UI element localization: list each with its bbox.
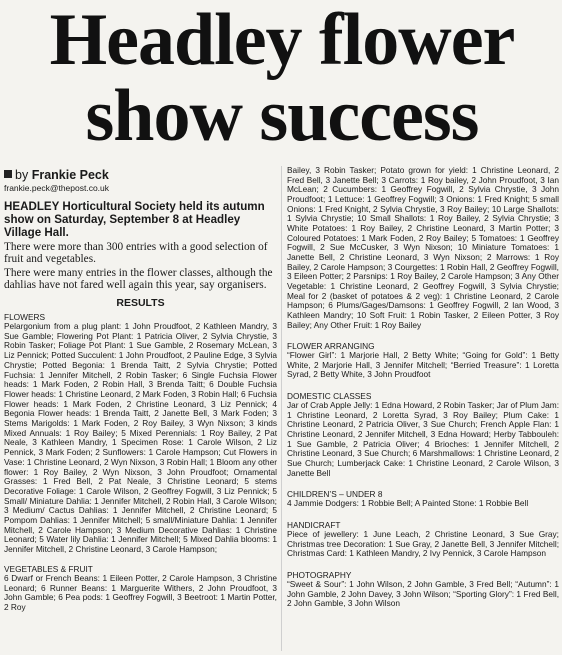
domestic-results: Jar of Crab Apple Jelly: 1 Edna Howard, 2 Robin Tasker; Jar of Plum Jam: 1 Christine Leonard, 2 Loretta Syrad, 3 Roy Bailey; Plum Cake: 1 Christine Leonard, 2 Patricia Oliver, 3 Sue Church; French Apple Flan: 1 Christine Leonard, 2 Jennifer Mitchell, 3 Edna Howard; Herby Tabbouleh: 1 Sue Gamble, 2 Patricia Oliver; 4 Brioches: 1 Jennifer Mitchell, 2 Christine Leonard, 3 Sue Church; 6 Marshmallows: 1 Christine Leonard, 2 Sue Church; Lumberjack Cake: 1 Christine Leonard, 2 Carole Wilson, 3 Janette Bell [287, 400, 559, 478]
byline [4, 168, 277, 182]
left-column [4, 166, 277, 613]
results-heading: RESULTS [116, 297, 165, 309]
column-divider [281, 166, 282, 651]
author-email: frankie.peck@thepost.co.uk [4, 183, 110, 193]
children-results: 4 Jammie Dodgers: 1 Robbie Bell; A Painted Stone: 1 Robbie Bell [287, 498, 529, 509]
body-paragraph-2: There were many entries in the flower classes, although the dahlias have not fared well again this year, say organisers. [4, 267, 273, 291]
handicraft-results: Piece of jewellery: 1 June Leach, 2 Christine Leonard, 3 Sue Gray; Christmas tree Decoration: 1 Sue Gray, 2 Janette Bell, 3 Jennifer Mitchell; Christmas Card: 1 Kathleen Mandry, 2 Ivy Pennick, 3 Carole Hampson [287, 529, 559, 559]
body-paragraph-1: There were more than 300 entries with a good selection of fruit and vegetables. [4, 241, 268, 265]
intro-paragraph: HEADLEY Horticultural Society held its autumn show on Saturday, September 8 at Headley Village Hall. [4, 200, 265, 239]
right-column [287, 166, 559, 609]
square-bullet-icon [4, 170, 12, 178]
handicraft-heading: HANDICRAFT [287, 520, 341, 531]
veg-heading: VEGETABLES & FRUIT [4, 563, 93, 574]
flowers-heading: FLOWERS [4, 312, 46, 322]
domestic-heading: DOMESTIC CLASSES [287, 391, 372, 402]
children-heading: CHILDREN’S – UNDER 8 [287, 489, 383, 500]
photography-heading: PHOTOGRAPHY [287, 570, 352, 580]
byline-prefix: by [15, 168, 29, 182]
byline-name: Frankie Peck [31, 168, 109, 182]
flower-arranging-heading: FLOWER ARRANGING [287, 341, 375, 352]
veg-results-part2: Bailey, 3 Robin Tasker; Potato grown for yield: 1 Christine Leonard, 2 Fred Bell, 3 Janette Bell; 3 Carrots: 1 Roy bailey, 2 John Proudfoot, 3 Ian McLean; 2 Cucumbers: 1 Geoffrey Fogwill, 2 Sylvia Chrystie, 3 John Proudfoot; 1 Lettuce: 1 Geoffrey Fogwill; 3 Onions: 1 Fred Knight; 5 small Onions: 1 Fred Knight, 2 Sylvia Chrystie, 3 Roy Bailey; 10 Large Shallots: 1 Sylvia Chrystie; 10 Small Shallots: 1 Roy Bailey, 2 Sylvia Chrystie; 3 White Potatoes: 1 Roy Bailey, 2 Christine Leonard, 3 Martin Potter; 3 Coloured Potatoes: 1 Mark Foden, 2 Roy Bailey; 5 Tomatoes: 1 Geoffrey Fogwill, 2 Sue McCusker, 3 Wyn Nixson; 10 Miniature Tomatoes: 1 Janette Bell, 2 Christine Leonard, 3 Wyn Nixson; 2 Marrows: 1 Roy Bailey, 2 Carole Hampson; 3 Courgettes: 1 Robin Hall, 2 Geoffrey Fogwill, 3 Eileen Potter; 2 Parsnips: 1 Roy Bailey, 2 Carole Hampson; 3 Any Other Vegetable: 1 Christine Leonard, 2 Geoffrey Fogwill, 3 Sylvia Chrystie; Meal for 2 (basket of potatoes & 2 veg): 1 Christine Leonard, 2 Carole Hampson; 6 Plums/Gages/Damsons: 1 Geoffrey Fogwill, 2 Ian Wood, 3 Kathleen Mandry; 10 Soft Fruit: 1 Robin Tasker, 2 Eileen Potter, 3 Roy Bailey; Any Other Fruit: 1 Roy Bailey [287, 165, 559, 330]
headline: Headley flower show success [49, 0, 515, 157]
flower-arranging-results: “Flower Girl”: 1 Marjorie Hall, 2 Betty White; “Going for Gold”: 1 Betty White, 2 Marjorie Hall, 3 Jennifer Mitchell; “Berried Treasure”: 1 Loretta Syrad, 2 Betty White, 3 John Proudfoot [287, 350, 559, 380]
photography-results: “Sweet & Sour”: 1 John Wilson, 2 John Gamble, 3 Fred Bell; “Autumn”: 1 John Gamble, 2 John Davey, 3 John Wilson; “Sporting Glory”: 1 Fred Bell, 2 John Gamble, 3 John Wilson [287, 579, 559, 609]
flowers-results: Pelargonium from a plug plant: 1 John Proudfoot, 2 Kathleen Mandry, 3 Sue Gamble; Flowering Pot Plant: 1 Patricia Oliver, 2 Sylvia Chrystie, 3 Robin Tasker; Foliage Pot Plant: 1 Sue Gamble, 2 Rosemary McLean, 3 Liz Pennick; Potted Succulent: 1 John Proudfoot, 2 Pauline Edge, 3 Sylvia Chrystie; Potted Begonia: 1 Brenda Taitt, 2 Sylvia Chrystie; Potted Fuchsia: 1 Jennifer Mitchell, 2 Robin Tasker; 6 Single Fuchsia Flower heads: 1 Mark Foden, 2 Robin Hall, 3 Brenda Taitt; 6 Double Fuchsia Flower heads: 1 Christine Leonard, 2 Mark Foden, 3 Robin Hall; 6 Fuchsia Flower heads: 1 Mark Foden, 2 Christine Leonard, 3 Liz Pennick; 4 Begonia Flower heads: 1 Brenda Taitt, 2 Janette Bell, 3 Mark Foden; 3 Stems Marigolds: 1 Mark Foden, 2 Roy Bailey, 3 Wyn Nixson; 3 kinds Mixed Annuals: 1 Roy Bailey; 5 Mixed Perennials: 1 Roy Bailey, 2 Pat Neale, 3 Kathleen Mandry, 1 Specimen Rose: 1 Carole Wilson, 2 Liz Pennick, 3 Mark Foden; 2 Sunflowers: 1 Carole Hampson; Cut Flowers in Vase: 1 Christine Leonard, 2 Wyn Nixson, 3 Robin Hall; 1 Bloom any other flower: 1 Roy Bailey, 2 Wyn Nixson, 3 John Proudfoot; Ornamental Grasses: 1 Fred Bell, 2 Pat Neale, 3 Christine Leonard; 5 stems Decorative Foliage: 1 Carole Wilson, 2 Geoffrey Fogwill, 3 Liz Pennick; 5 Small/ Miniature Dahlia: 1 Jennifer Mitchell, 2 Robin Hall, 3 Carole Wilson; 3 Medium/ Cactus Dahlias: 1 Jennifer Mitchell, 2 Christine Leonard; 5 Pompom Dahlias: 1 Jennifer Mitchell; 5 small/Miniature Dahlia: 1 Jennifer Mitchell, 2 Carole Hampson; 3 Medium Decorative Dahlias: 1 Christine Leonard; 5 Water lily Dahlia: 1 Jennifer Mitchell; 5 Mixed Dahlia blooms: 1 Jennifer Mitchell, 2 Christine Leonard, 3 Carole Hampson; [4, 321, 278, 555]
veg-results-part1: 6 Dwarf or French Beans: 1 Eileen Potter, 2 Carole Hampson, 3 Christine Leonard; 6 Runner Beans: 1 Marguerite Withers, 2 John Proudfoot, 3 John Gamble; 6 Pea pods: 1 Geoffrey Fogwill, 3 Beetroot: 1 Martin Potter, 2 Roy [4, 572, 277, 612]
